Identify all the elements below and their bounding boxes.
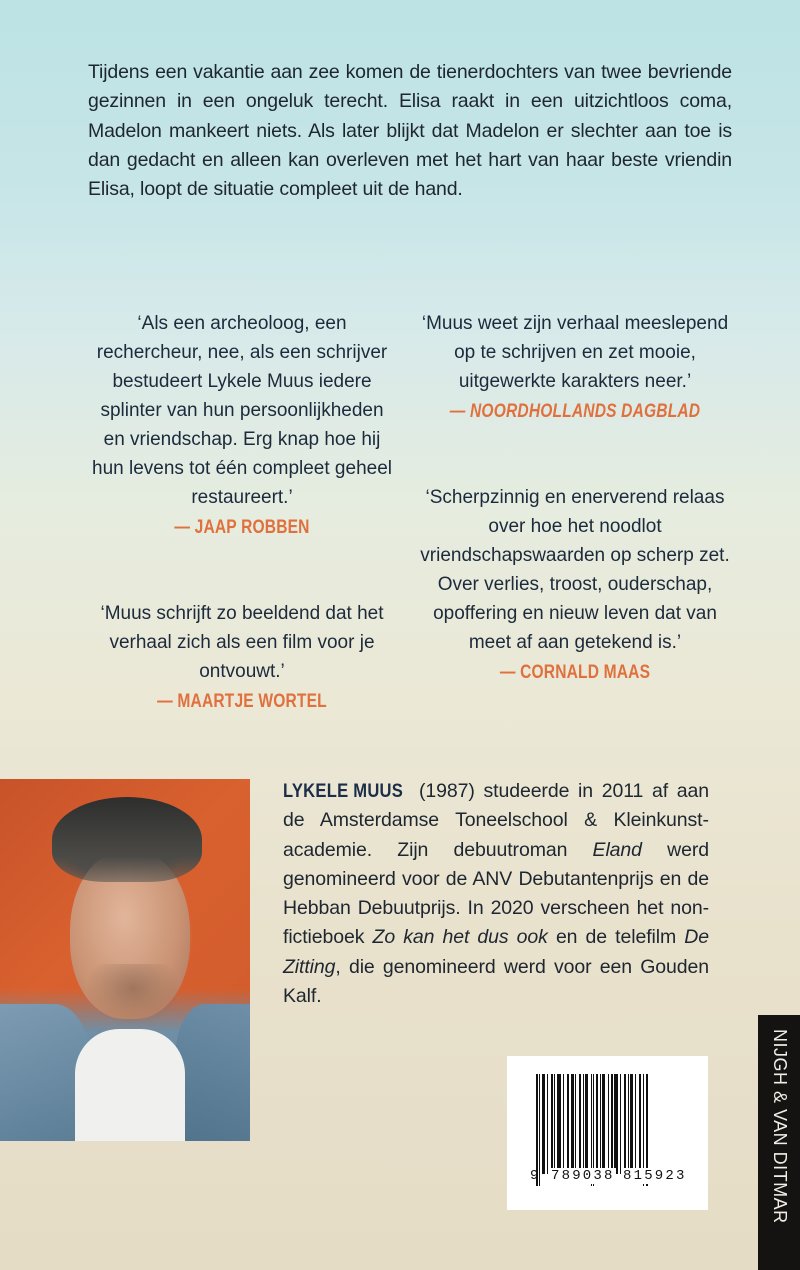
book-title-eland: Eland [592, 838, 642, 861]
isbn-prefix: 9 [530, 1168, 541, 1184]
author-photo [0, 779, 250, 1141]
isbn-group-left: 789038 [551, 1168, 615, 1184]
quote-source: — NOORDHOLLANDS DAGBLAD [449, 401, 701, 422]
author-name: LYKELE MUUS [283, 780, 404, 802]
review-quote-noordhollands-dagblad [410, 309, 740, 426]
quote-text: ‘Muus schrijft zo beeldend dat het verhaal zich als een film voor je ontvouwt.’ [100, 603, 384, 682]
photo-jacket-right [175, 1004, 250, 1141]
review-quote-cornald-maas [410, 483, 740, 687]
publisher-name: NIJGH & VAN DITMAR [770, 1029, 790, 1224]
photo-beard [88, 964, 178, 1024]
review-quote-jaap-robben [92, 309, 392, 542]
bio-text: en de telefilm [547, 926, 685, 949]
bio-text: werd genomineerd voor de ANV Debutantenprijs en de Hebban Debuutprijs. In 2020 verscheen het non-fictieboek [283, 838, 710, 949]
book-title-zo-kan-het-dus-ook: Zo kan het dus ook [372, 926, 548, 949]
author-bio [283, 777, 709, 1011]
quote-source: — JAAP ROBBEN [174, 517, 310, 538]
quote-source: — MAARTJE WORTEL [157, 691, 327, 712]
photo-hair [52, 797, 202, 882]
quote-source: — CORNALD MAAS [499, 662, 651, 683]
publisher-logo [758, 1015, 800, 1270]
isbn-barcode [507, 1056, 708, 1210]
bio-text: (1987) studeerde in 2011 af aan de Amsterdamse Toneelschool & Kleinkunstacademie. Zijn debuutroman [283, 780, 709, 861]
book-blurb: Tijdens een vakantie aan zee komen de tienerdochters van twee bevriende gezinnen in een ongeluk terecht. Elisa raakt in een uitzichtloos coma, Madelon mankeert niets. Als later blijkt dat Madelon er slechter aan toe is dan gedacht en alleen kan overleven met het hart van haar beste vriendin Elisa, loopt de situatie compleet uit de hand. [88, 61, 732, 201]
film-title-de-zitting: De Zitting [283, 926, 709, 978]
quote-text: ‘Als een archeoloog, een rechercheur, nee, als een schrijver bestudeert Lykele Muus iedere splinter van hun persoonlijkheden en vriendschap. Erg knap hoe hij hun levens tot één compleet geheel restaureert.’ [92, 313, 392, 508]
bio-text: , die genomineerd werd voor een Gouden Kalf. [283, 955, 709, 1008]
quote-text: ‘Scherpzinnig en enerverend relaas over hoe het noodlot vriendschapswaarden op scherp zet. Over verlies, troost, ouderschap, opoffering en nieuw leven dat van meet af aan getekend is.’ [420, 487, 730, 653]
photo-shirt [75, 1029, 185, 1141]
quote-text: ‘Muus weet zijn verhaal meeslepend op te schrijven en zet mooie, uitgewerkte karakters neer.’ [421, 313, 729, 392]
review-quote-maartje-wortel [92, 599, 392, 716]
isbn-group-right: 815923 [623, 1168, 687, 1184]
